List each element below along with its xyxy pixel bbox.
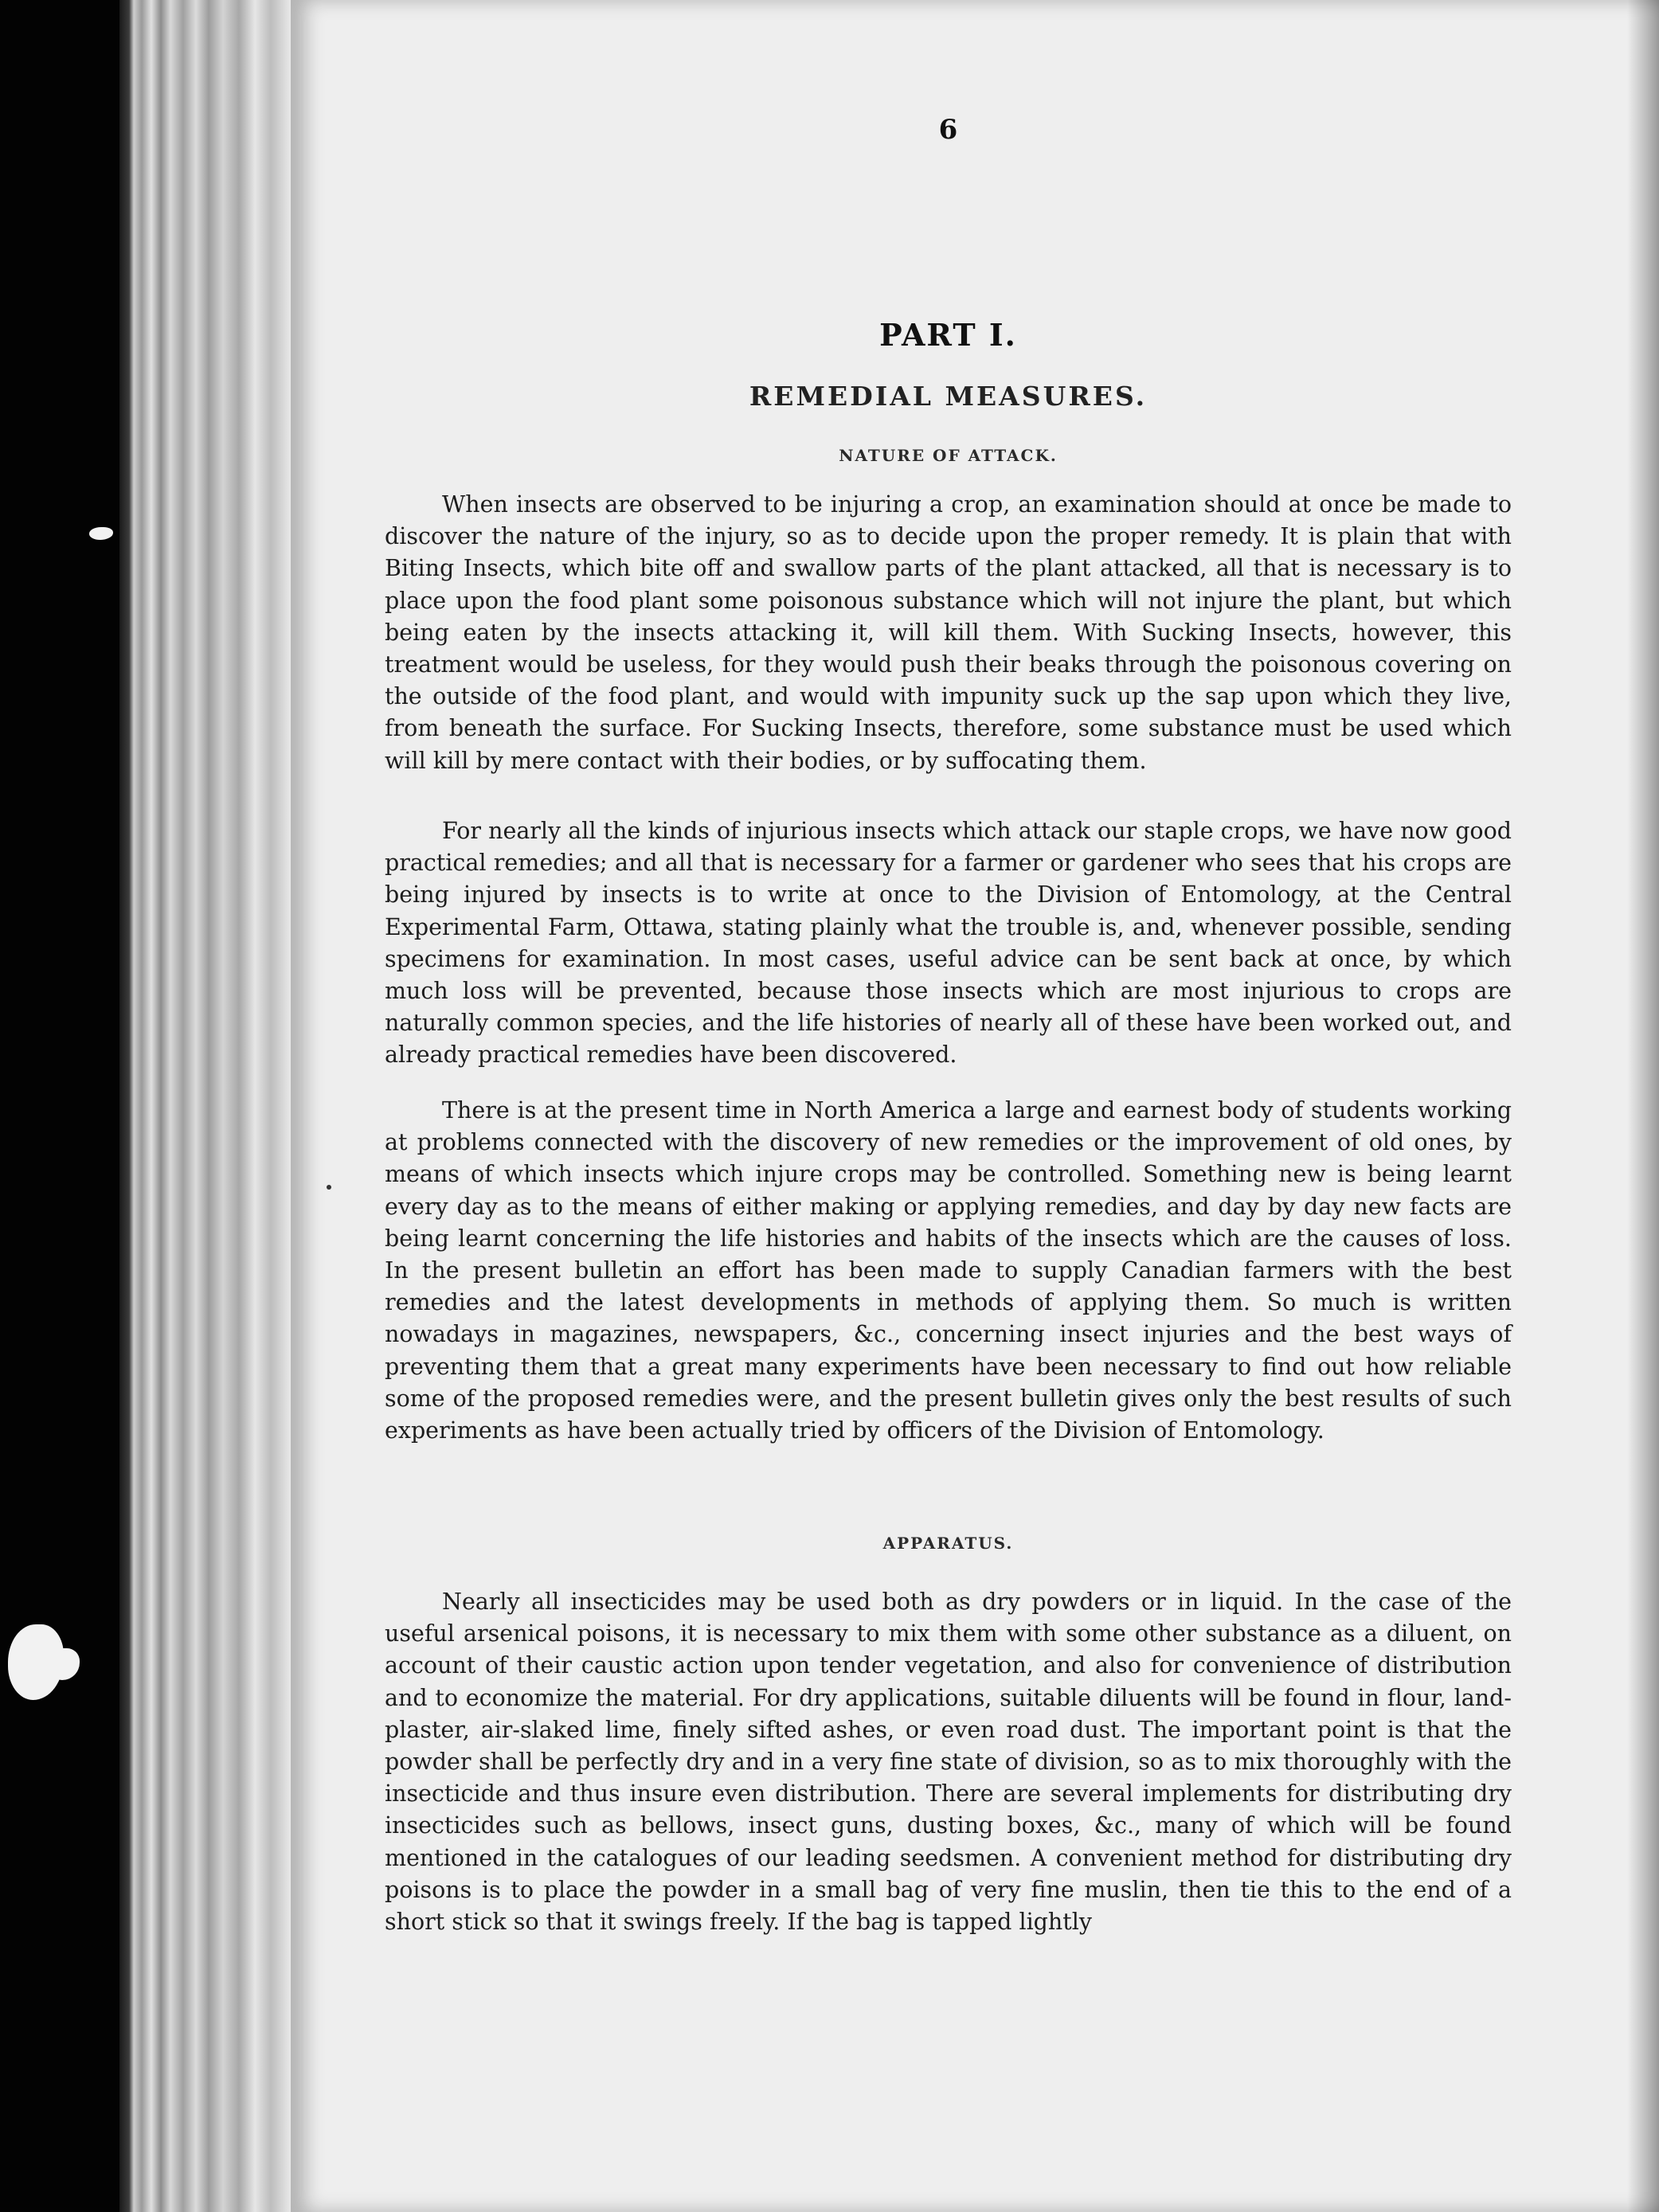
book-page-edges <box>119 0 291 2212</box>
subheading-nature-of-attack: NATURE OF ATTACK. <box>839 446 1058 465</box>
scan-speck <box>327 1131 331 1135</box>
paragraph: There is at the present time in North America a large and earnest body of students working at problems connected with the discovery of new remedies or the improvement of old ones, by means of which insects which injure crops may be controlled. Something new is being learnt every day as to the means of either making or applying remedies, and day by day new facts are being learnt concerning the life histories and habits of the insects which are the causes of loss. In the present bulletin an effort has been made to supply Canadian farmers with the best remedies and the latest developments in methods of applying them. So much is written nowadays in magazines, newspapers, &c., concerning insect injuries and the best ways of preventing them that a great many experiments have been necessary to find out how reliable some of the proposed remedies were, and the present bulletin gives only the best results of such experiments as have been actually tried by officers of the Division of Entomology. <box>385 1097 1512 1444</box>
scan-dark-margin <box>0 0 119 2212</box>
part-heading: PART I. <box>879 317 1017 353</box>
paragraph: Nearly all insecticides may be used both as dry powders or in liquid. In the case of the useful arsenical poisons, it is necessary to mix them with some other substance as a diluent, on account of their caustic action upon tender vegetation, and also for convenience of distribution and to economize the material. For dry applications, suitable diluents will be found in flour, land-plaster, air-slaked lime, finely sifted ashes, or even road dust. The important point is that the powder shall be perfectly dry and in a very fine state of division, so as to mix thoroughly with the insecticide and thus insure even distribution. There are several implements for distributing dry insecticides such as bellows, insect guns, dusting boxes, &c., many of which will be found mentioned in the catalogues of our leading seedsmen. A convenient method for distributing dry poisons is to place the powder in a small bag of very fine muslin, then tie this to the end of a short stick so that it swings freely. If the bag is tapped lightly <box>385 1589 1512 1936</box>
paragraph: When insects are observed to be injuring a crop, an examination should at once be made to discover the nature of the injury, so as to decide upon the proper remedy. It is plain that with Biting Insects, which bite off and swallow parts of the plant attacked, all that is necessary is to place upon the food plant some poisonous substance which will not injure the plant, but which being eaten by the insects attacking it, will kill them. With Sucking Insects, however, this treatment would be useless, for they would push their beaks through the poisonous covering on the outside of the food plant, and would with impunity suck up the sap upon which they live, from beneath the surface. For Sucking Insects, therefore, some substance must be used which will kill by mere contact with their bodies, or by suffocating them. <box>385 491 1512 774</box>
paragraph: For nearly all the kinds of injurious insects which attack our staple crops, we have now good practical remedies; and all that is necessary for a farmer or gardener who sees that his crops are being injured by insects is to write at once to the Division of Entomology, at the Central Experimental Farm, Ottawa, stating plainly what the trouble is, and, whenever possible, sending specimens for examination. In most cases, useful advice can be sent back at once, by which much loss will be prevented, because those insects which are most injurious to crops are naturally common species, and the life histories of nearly all of these have been worked out, and already practical remedies have been discovered. <box>385 818 1512 1069</box>
subheading-apparatus: APPARATUS. <box>882 1534 1014 1553</box>
scan-blotch <box>89 527 113 540</box>
page-edge-shadow <box>1627 0 1659 2212</box>
scan-blotch <box>48 1648 80 1680</box>
section-title: REMEDIAL MEASURES. <box>749 381 1148 412</box>
page-number: 6 <box>938 114 958 146</box>
scan-speck <box>327 1185 331 1190</box>
